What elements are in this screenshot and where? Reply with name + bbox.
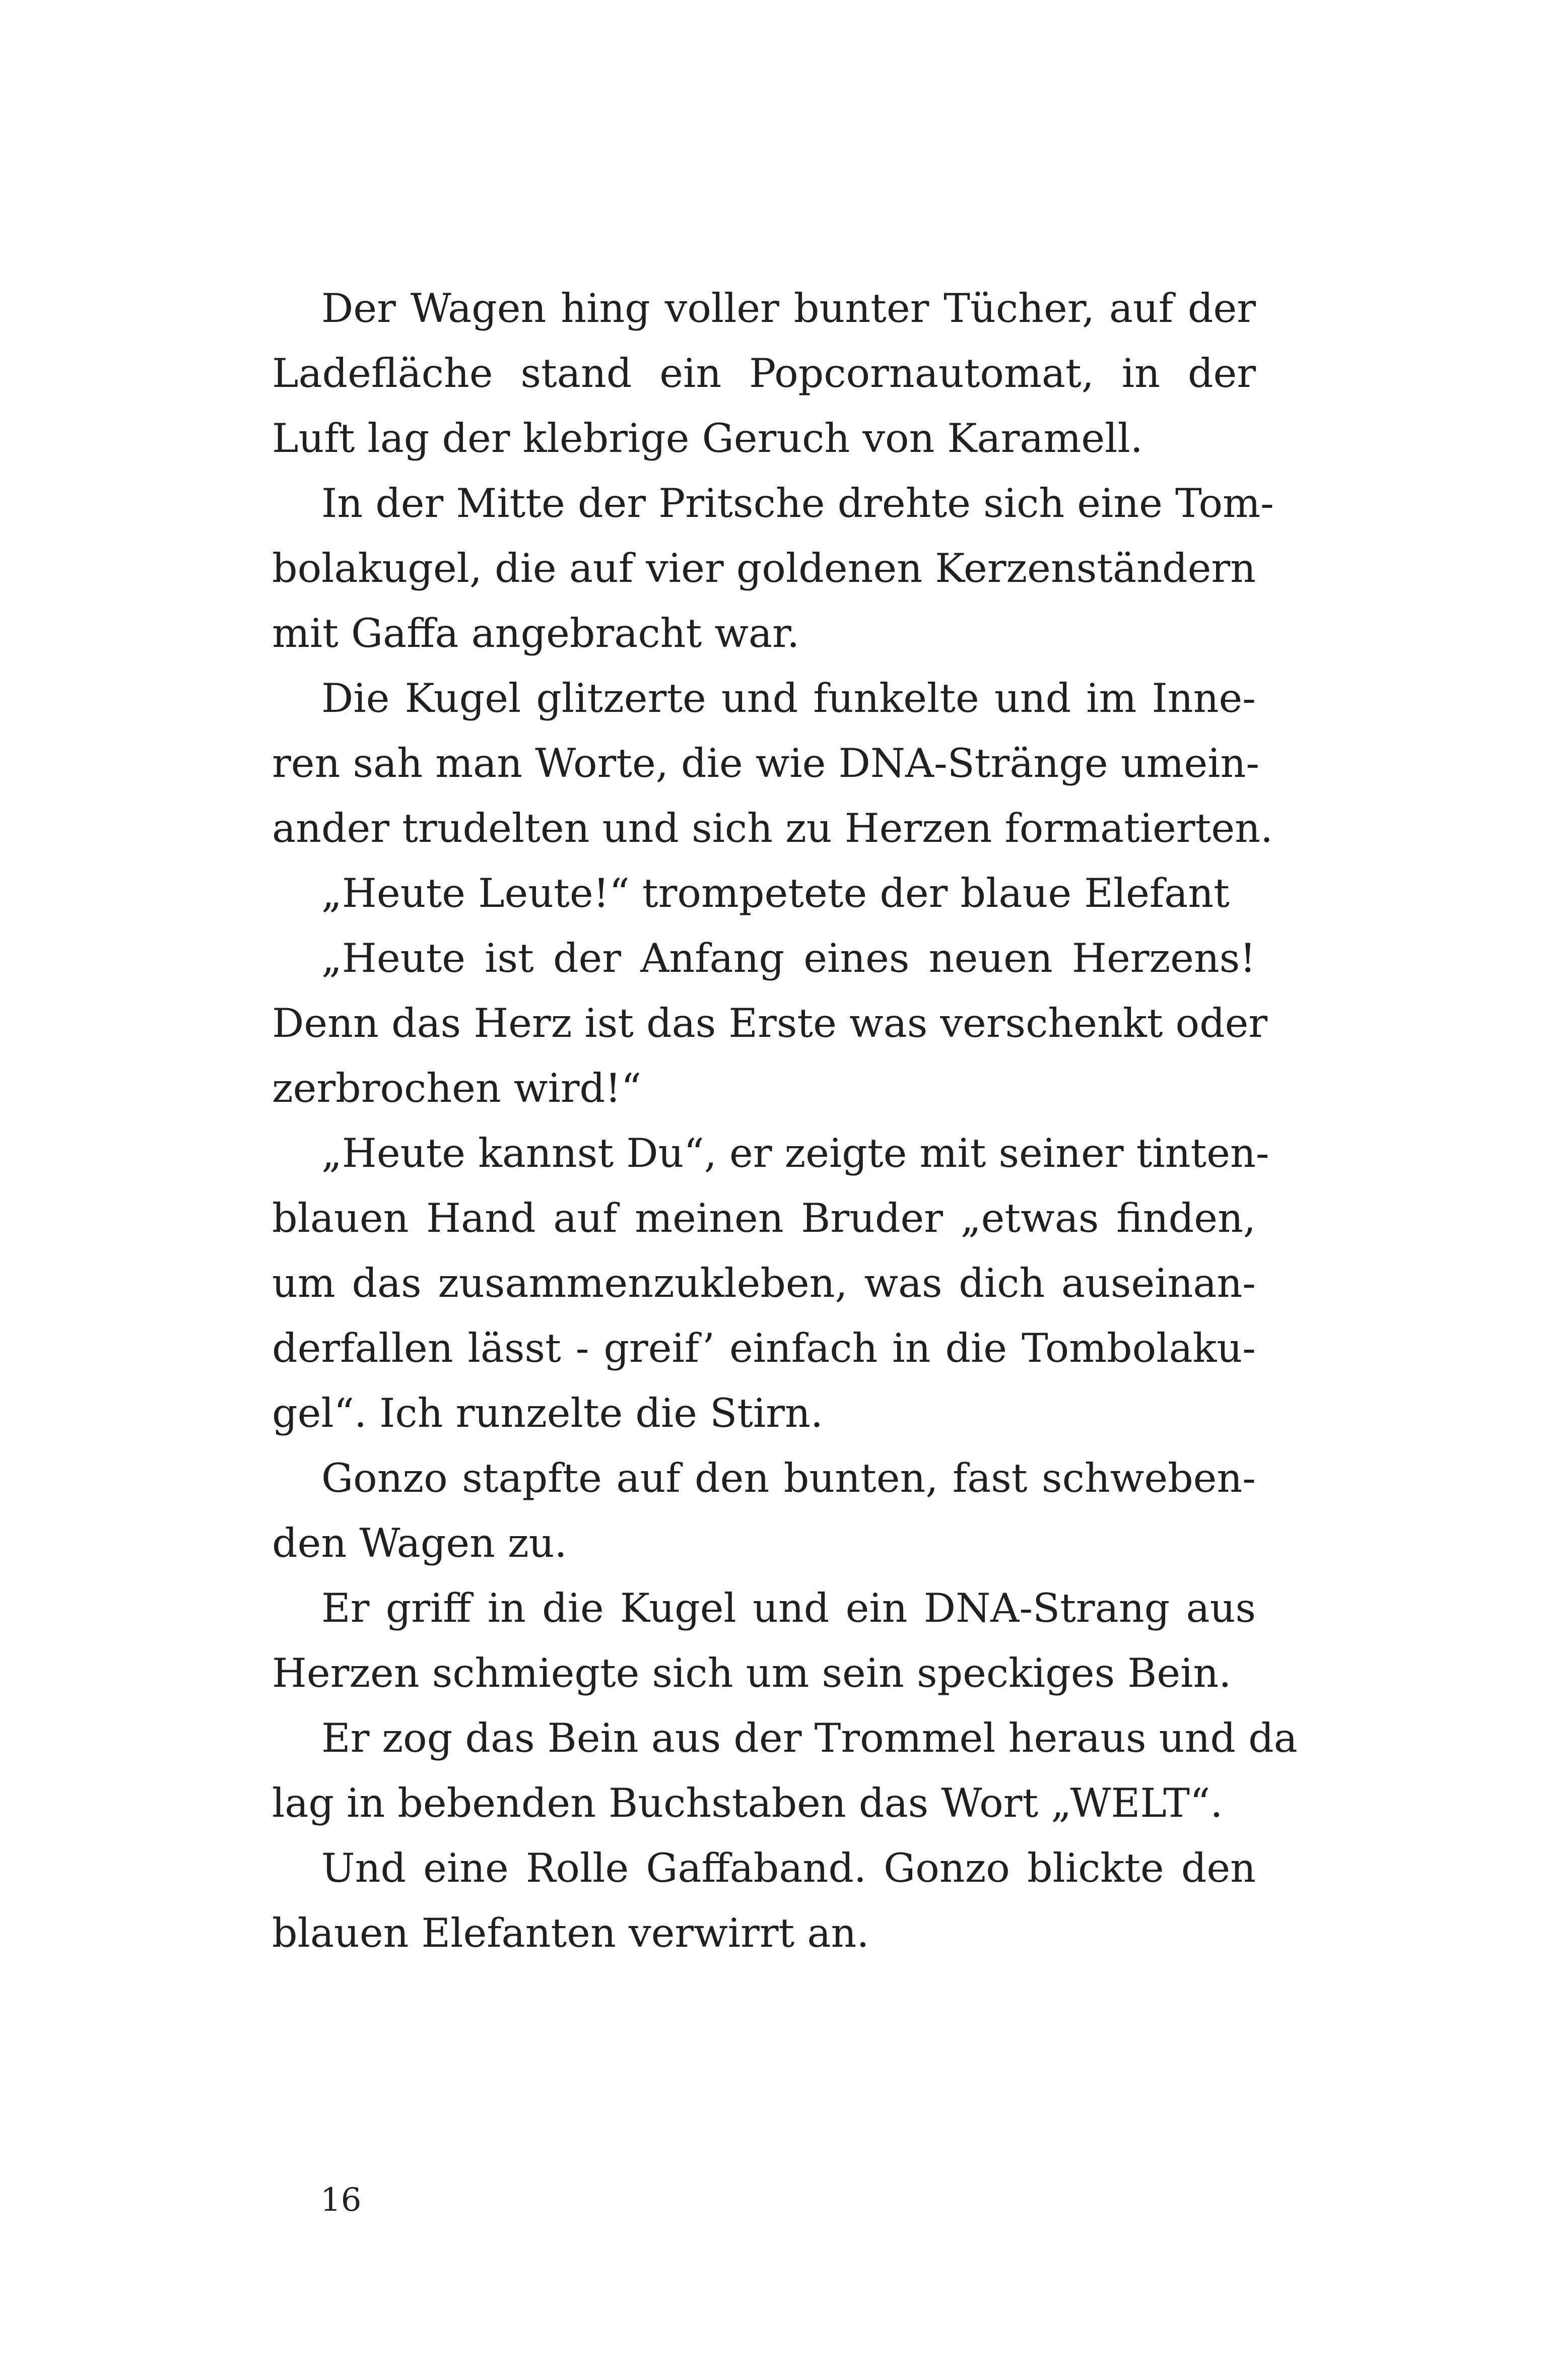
paragraph — [272, 1836, 1256, 1966]
page-number: 16 — [320, 2181, 362, 2219]
paragraph — [272, 926, 1268, 1121]
text-line: In der Mitte der Pritsche drehte sich eine Tom- — [321, 480, 1274, 526]
paragraph — [272, 471, 1274, 666]
text-line: Und eine Rolle Gaffaband. Gonzo blickte den — [321, 1845, 1256, 1891]
text-line: um das zusammenzukleben, was dich auseinan- — [272, 1260, 1256, 1306]
text-line: derfallen lässt - greif’ einfach in die Tombolaku- — [272, 1325, 1256, 1371]
text-line: mit Gaffa angebracht war. — [272, 610, 800, 656]
text-line: lag in bebenden Buchstaben das Wort „WELT“. — [272, 1780, 1223, 1826]
paragraph — [272, 1706, 1298, 1836]
text-line: zerbrochen wird!“ — [272, 1065, 642, 1111]
text-line: blauen Elefanten verwirrt an. — [272, 1910, 869, 1956]
paragraph — [272, 1576, 1256, 1706]
text-line: „Heute ist der Anfang eines neuen Herzens! — [321, 935, 1256, 981]
paragraph — [272, 1446, 1256, 1576]
text-line: ren sah man Worte, die wie DNA-Stränge umein- — [272, 740, 1260, 786]
paragraph — [272, 276, 1256, 471]
text-line: gel“. Ich runzelte die Stirn. — [272, 1390, 824, 1436]
text-line: Er zog das Bein aus der Trommel heraus und da — [321, 1715, 1298, 1761]
paragraph — [272, 666, 1273, 861]
text-line: „Heute Leute!“ trompetete der blaue Elefant — [321, 870, 1230, 916]
text-line: Ladefläche stand ein Popcornautomat, in der — [272, 350, 1256, 396]
body-text — [272, 276, 1298, 1966]
paragraph — [272, 1121, 1269, 1446]
text-line: Der Wagen hing voller bunter Tücher, auf der — [321, 285, 1256, 332]
paragraph — [272, 861, 1256, 926]
text-line: blauen Hand auf meinen Bruder „etwas finden, — [272, 1195, 1256, 1241]
text-line: Denn das Herz ist das Erste was verschenkt oder — [272, 1000, 1268, 1046]
text-line: Er griff in die Kugel und ein DNA-Strang aus — [321, 1585, 1256, 1631]
text-line: ander trudelten und sich zu Herzen formatierten. — [272, 805, 1273, 851]
text-line: „Heute kannst Du“, er zeigte mit seiner tinten- — [321, 1130, 1269, 1176]
text-line: bolakugel, die auf vier goldenen Kerzenständern — [272, 545, 1256, 591]
text-line: Die Kugel glitzerte und funkelte und im Inne- — [321, 675, 1256, 721]
text-line: Herzen schmiegte sich um sein speckiges Bein. — [272, 1650, 1232, 1696]
text-line: Luft lag der klebrige Geruch von Karamell. — [272, 415, 1143, 461]
text-line: Gonzo stapfte auf den bunten, fast schweben- — [321, 1455, 1256, 1501]
text-line: den Wagen zu. — [272, 1520, 567, 1566]
